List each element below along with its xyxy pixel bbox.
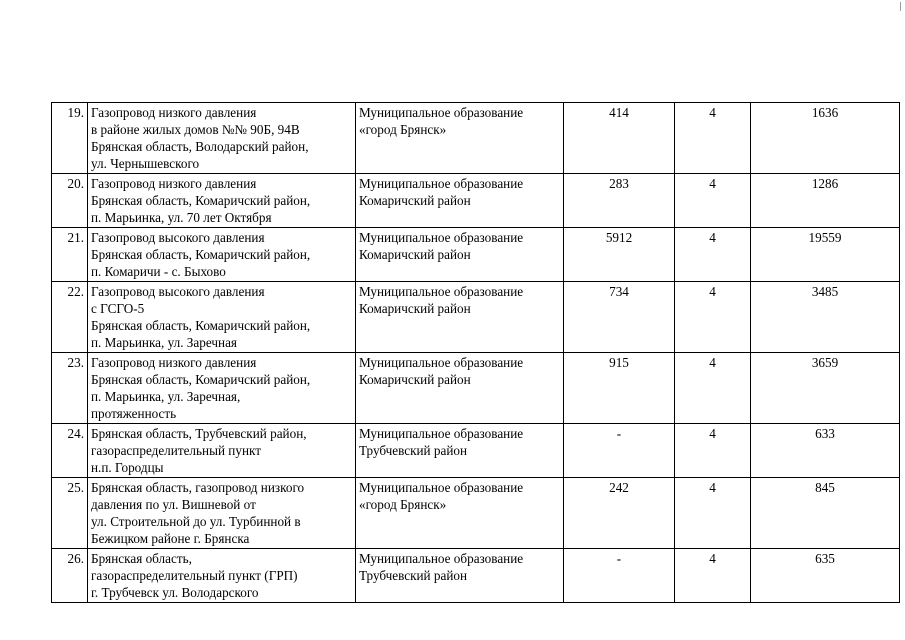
owner-line: Муниципальное образование [359, 426, 524, 441]
owner-line: Комаричский район [359, 193, 471, 208]
object-name-line: Брянская область, Трубчевский район, [91, 426, 307, 441]
owner-line: Комаричский район [359, 372, 471, 387]
object-name-line: Газопровод высокого давления [91, 284, 265, 299]
owner-cell [356, 549, 564, 603]
owner-line: Муниципальное образование [359, 230, 524, 245]
owner-line: Трубчевский район [359, 443, 468, 458]
object-name-line: г. Трубчевск ул. Володарского [91, 585, 259, 600]
value-cell: 845 [751, 478, 900, 549]
object-name-line: Брянская область, Володарский район, [91, 139, 309, 154]
table-row [52, 549, 900, 603]
object-name-line: Брянская область, Комаричский район, [91, 247, 311, 262]
table-row [52, 282, 900, 353]
object-name-line: Газопровод низкого давления [91, 176, 257, 191]
value-cell: 3485 [751, 282, 900, 353]
owner-line: Муниципальное образование [359, 480, 524, 495]
owner-line: Муниципальное образование [359, 551, 524, 566]
diameter-cell: 4 [675, 424, 751, 478]
object-name-cell [88, 282, 356, 353]
value-cell: 19559 [751, 228, 900, 282]
owner-cell [356, 424, 564, 478]
value-cell: 1286 [751, 174, 900, 228]
length-cell: 414 [564, 103, 675, 174]
owner-line: Муниципальное образование [359, 284, 524, 299]
object-name-line: с ГСГО-5 [91, 301, 145, 316]
object-name-cell [88, 478, 356, 549]
value-cell: 1636 [751, 103, 900, 174]
value-cell: 633 [751, 424, 900, 478]
diameter-cell: 4 [675, 353, 751, 424]
owner-cell [356, 174, 564, 228]
page-edge-mark [900, 2, 901, 11]
object-name-cell [88, 228, 356, 282]
object-name-cell [88, 353, 356, 424]
table-row [52, 103, 900, 174]
table-row [52, 174, 900, 228]
owner-line: Муниципальное образование [359, 176, 524, 191]
row-number: 25. [52, 478, 88, 549]
owner-cell [356, 282, 564, 353]
owner-line: «город Брянск» [359, 122, 447, 137]
value-cell: 3659 [751, 353, 900, 424]
table-row [52, 424, 900, 478]
diameter-cell: 4 [675, 103, 751, 174]
object-name-line: Газопровод низкого давления [91, 105, 257, 120]
diameter-cell: 4 [675, 228, 751, 282]
length-cell: 283 [564, 174, 675, 228]
row-number: 21. [52, 228, 88, 282]
owner-cell [356, 228, 564, 282]
object-name-line: ул. Чернышевского [91, 156, 200, 171]
object-name-cell [88, 103, 356, 174]
row-number: 23. [52, 353, 88, 424]
row-number: 24. [52, 424, 88, 478]
table-row [52, 478, 900, 549]
owner-cell [356, 478, 564, 549]
owner-line: Муниципальное образование [359, 355, 524, 370]
owner-line: Комаричский район [359, 301, 471, 316]
owner-line: Трубчевский район [359, 568, 468, 583]
owner-line: Муниципальное образование [359, 105, 524, 120]
length-cell: 734 [564, 282, 675, 353]
object-name-line: п. Марьинка, ул. 70 лет Октября [91, 210, 272, 225]
owner-cell [356, 103, 564, 174]
row-number: 20. [52, 174, 88, 228]
owner-line: Комаричский район [359, 247, 471, 262]
object-name-cell [88, 549, 356, 603]
table-row [52, 353, 900, 424]
length-cell: 242 [564, 478, 675, 549]
object-name-line: Брянская область, Комаричский район, [91, 318, 311, 333]
object-name-line: Газопровод высокого давления [91, 230, 265, 245]
object-name-line: Брянская область, Комаричский район, [91, 372, 311, 387]
owner-line: «город Брянск» [359, 497, 447, 512]
object-name-line: п. Марьинка, ул. Заречная [91, 335, 237, 350]
object-name-cell [88, 174, 356, 228]
object-name-line: давления по ул. Вишневой от [91, 497, 256, 512]
object-name-cell [88, 424, 356, 478]
object-name-line: протяженность [91, 406, 177, 421]
object-name-line: ул. Строительной до ул. Турбинной в [91, 514, 301, 529]
length-cell: - [564, 424, 675, 478]
object-name-line: Газопровод низкого давления [91, 355, 257, 370]
value-cell: 635 [751, 549, 900, 603]
object-name-line: Бежицком районе г. Брянска [91, 531, 250, 546]
object-name-line: н.п. Городцы [91, 460, 164, 475]
object-name-line: п. Марьинка, ул. Заречная, [91, 389, 241, 404]
length-cell: 915 [564, 353, 675, 424]
length-cell: - [564, 549, 675, 603]
property-table [51, 102, 900, 603]
object-name-line: п. Комаричи - с. Быхово [91, 264, 226, 279]
object-name-line: газораспределительный пункт (ГРП) [91, 568, 298, 583]
row-number: 22. [52, 282, 88, 353]
row-number: 26. [52, 549, 88, 603]
row-number: 19. [52, 103, 88, 174]
object-name-line: Брянская область, газопровод низкого [91, 480, 305, 495]
length-cell: 5912 [564, 228, 675, 282]
diameter-cell: 4 [675, 478, 751, 549]
object-name-line: в районе жилых домов №№ 90Б, 94В [91, 122, 300, 137]
diameter-cell: 4 [675, 174, 751, 228]
table-row [52, 228, 900, 282]
object-name-line: Брянская область, Комаричский район, [91, 193, 311, 208]
object-name-line: Брянская область, [91, 551, 192, 566]
diameter-cell: 4 [675, 549, 751, 603]
diameter-cell: 4 [675, 282, 751, 353]
table-body [52, 103, 900, 603]
object-name-line: газораспределительный пункт [91, 443, 262, 458]
owner-cell [356, 353, 564, 424]
